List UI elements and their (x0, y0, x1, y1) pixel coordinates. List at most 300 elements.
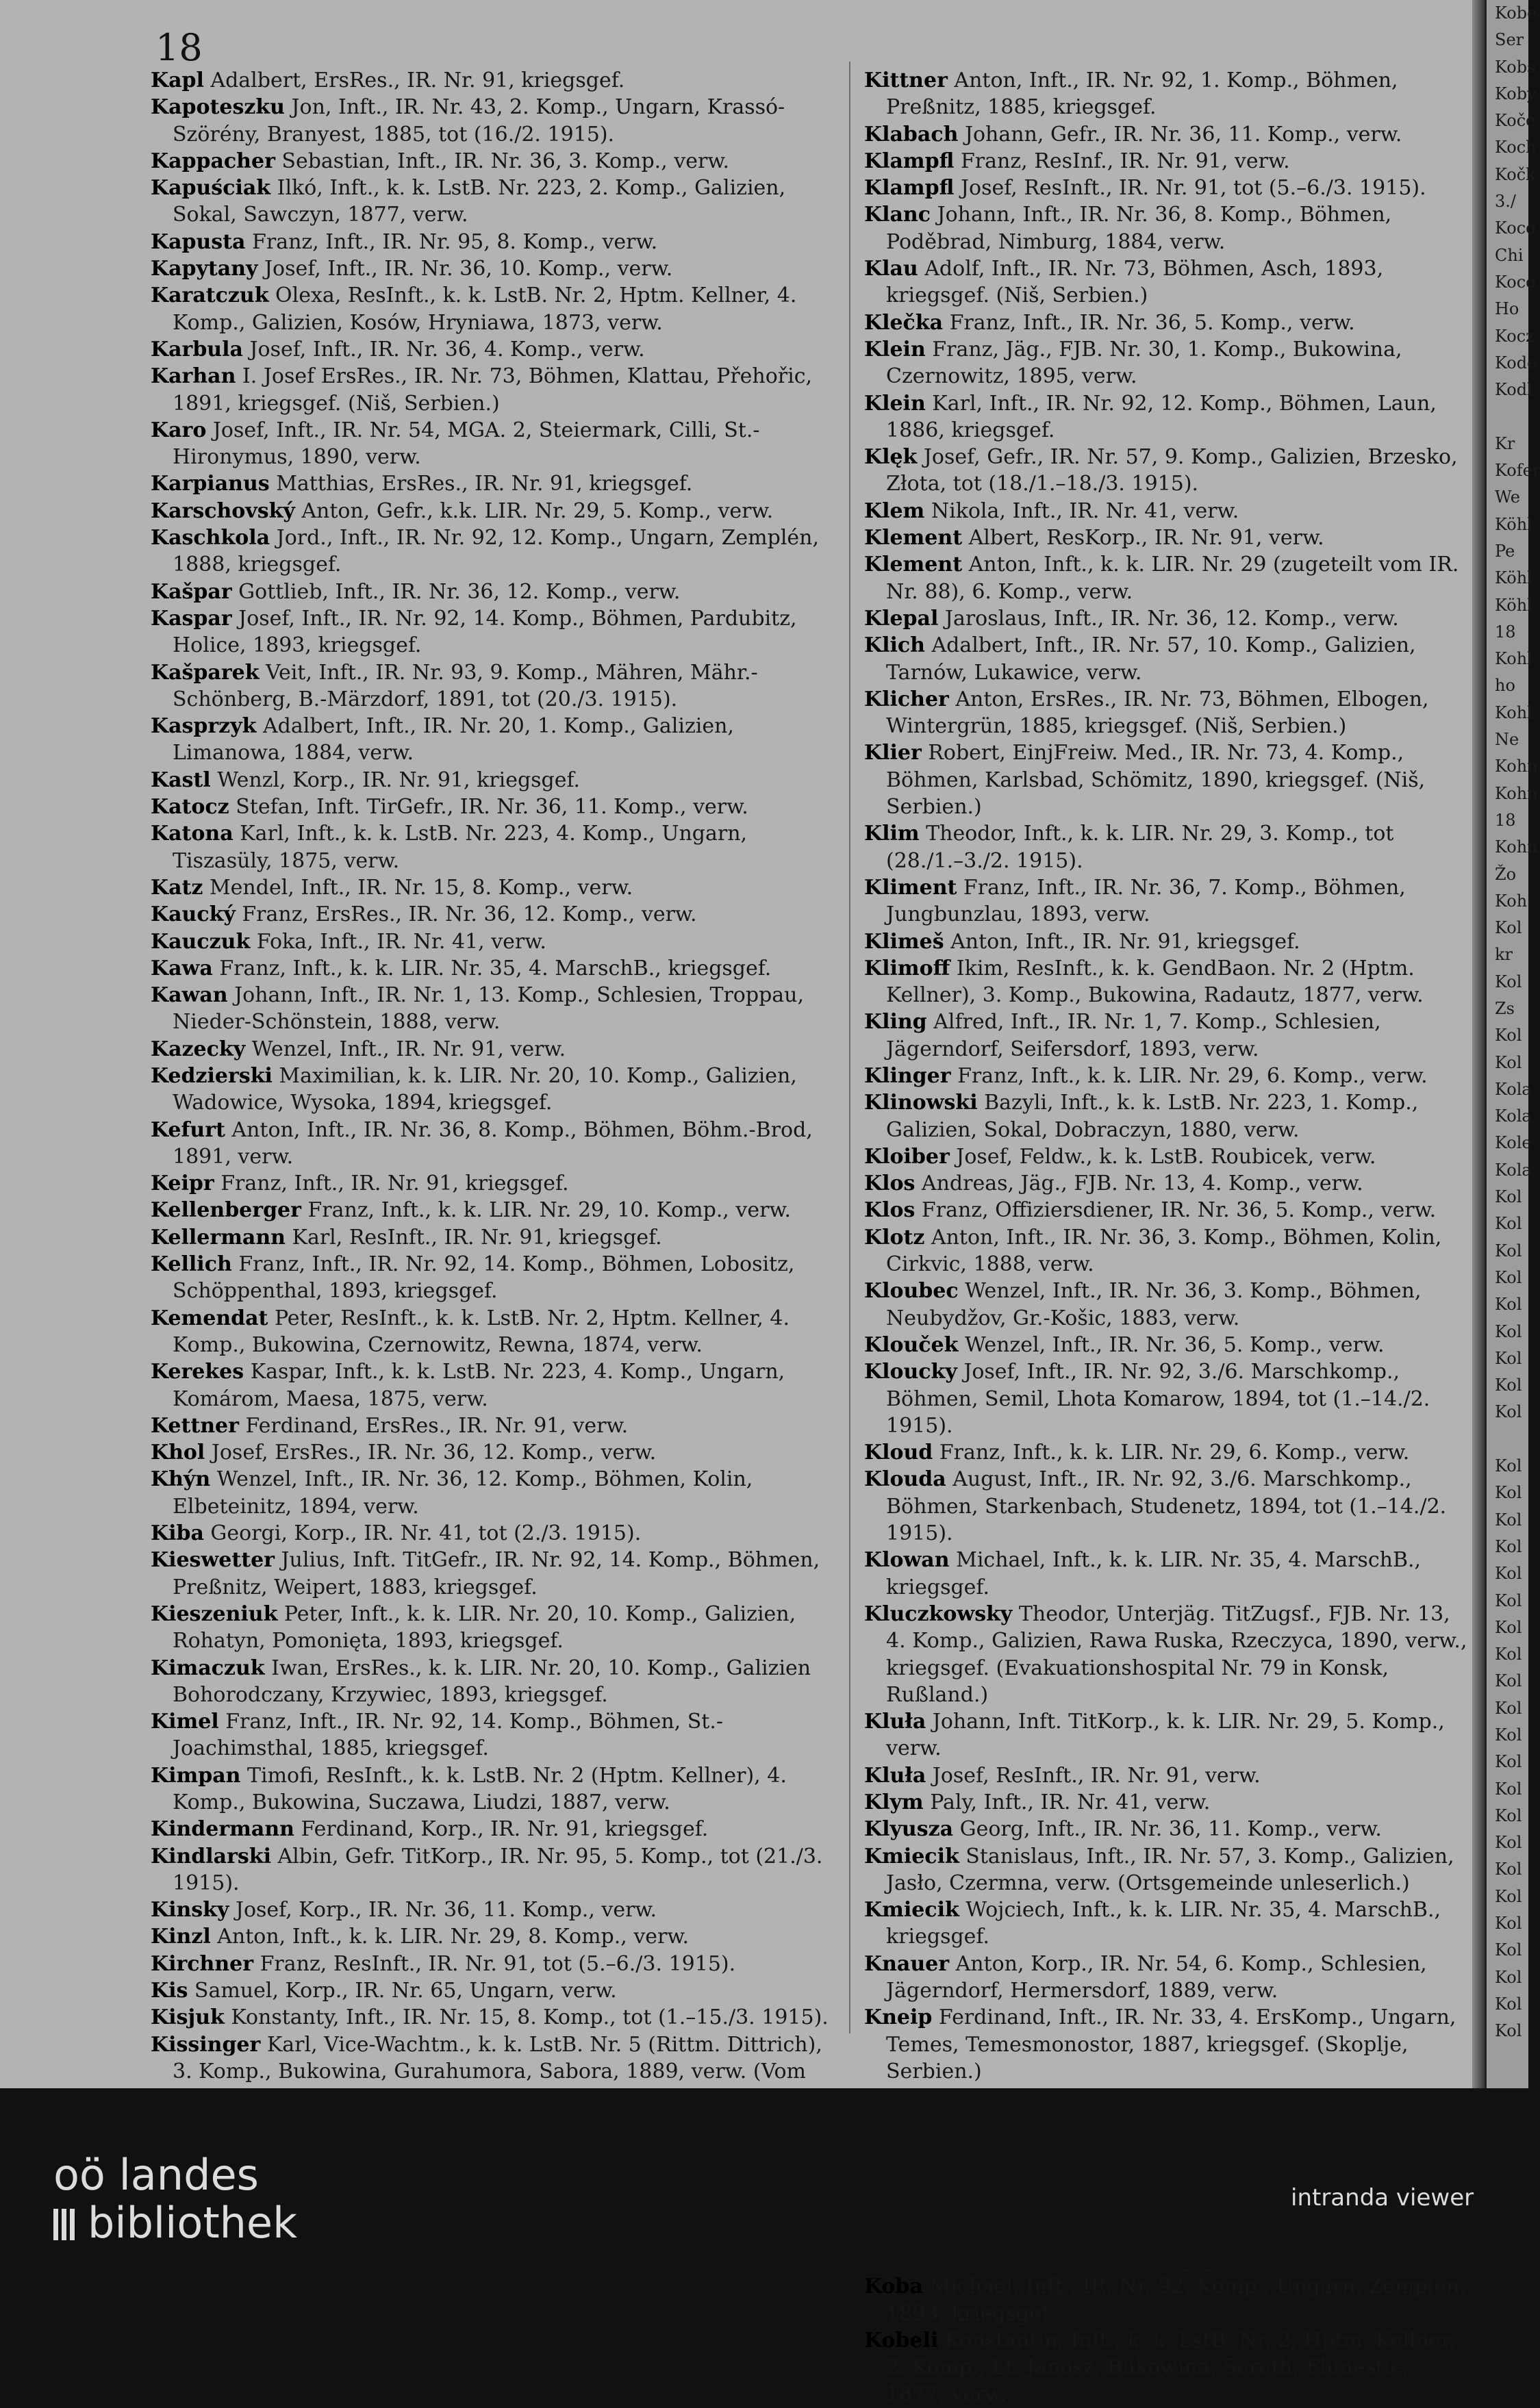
entry-surname: Kawa (151, 956, 213, 980)
entry-details: Anton, Inft., k. k. LIR. Nr. 29 (zugeteilt vom IR. Nr. 88), 6. Komp., verw. (886, 553, 1459, 604)
register-entry (864, 309, 1472, 336)
adjacent-page-fragment: Kol (1495, 1860, 1522, 1879)
entry-surname: Karpianus (151, 472, 270, 496)
entry-surname: Kmiecik (864, 1898, 959, 1923)
register-entry (151, 1358, 829, 1412)
entry-surname: Kling (864, 1010, 927, 1035)
entry-surname: Karatczuk (151, 283, 269, 308)
register-entry (151, 1708, 829, 1762)
entry-details: Franz, ResInft., IR. Nr. 91, tot (5.–6./3. 1915). (253, 1951, 736, 1976)
entry-details: Wenzel, Inft., IR. Nr. 36, 5. Komp., verw. (958, 1332, 1385, 1357)
entry-details: Anton, Inft., IR. Nr. 92, 1. Komp., Böhmen, Preßnitz, 1885, kriegsgef. (886, 68, 1398, 120)
adjacent-page-fragment: 18 (1495, 810, 1516, 830)
adjacent-page-fragment: Kobe (1495, 3, 1537, 23)
register-entry (151, 579, 829, 605)
entry-surname: Kappacher (151, 149, 275, 173)
entry-surname: Kirchner (151, 1951, 254, 1976)
register-entry (151, 1762, 829, 1816)
adjacent-page-fragment: Kol (1495, 1805, 1522, 1825)
entry-details: Peter, ResInft., k. k. LstB. Nr. 2, Hptm. Kellner, 4. Komp., Bukowina, Czernowitz, Rewna, 1874, verw. (173, 1306, 790, 1357)
adjacent-page-fragment: Ne (1495, 730, 1519, 750)
adjacent-page-fragment: Köhl (1495, 514, 1532, 534)
entry-surname: Kluła (864, 1710, 926, 1734)
entry-surname: Katocz (151, 795, 229, 820)
entry-surname: Klim (864, 822, 920, 846)
entry-surname: Kis (151, 1979, 188, 2003)
entry-surname: Kloubec (864, 1279, 959, 1304)
register-entry (864, 1332, 1472, 1358)
register-entry (151, 1439, 829, 1466)
adjacent-page-fragment: Kol (1495, 1752, 1522, 1772)
entry-surname: Klinowski (864, 1091, 978, 1115)
entry-details: Franz, ResInf., IR. Nr. 91, verw. (954, 149, 1290, 173)
entry-surname: Kaspar (151, 606, 232, 631)
entry-details: Karl, Vice-Wachtm., k. k. LstB. Nr. 5 (Rittm. Dittrich), 3. Komp., Bukowina, Gurahumora, Sabora, 1889, verw. (Vom (173, 2032, 822, 2083)
entry-details: Franz, Inft., IR. Nr. 91, kriegsgef. (214, 1171, 569, 1196)
entry-details: Josef, ResInft., IR. Nr. 91, tot (5.–6./3. 1915). (954, 176, 1426, 201)
adjacent-page-fragment: Kol (1495, 1241, 1522, 1260)
entry-details: Jord., Inft., IR. Nr. 92, 12. Komp., Ungarn, Zemplén, 1888, kriegsgef. (173, 526, 820, 577)
entry-details: Wenzel, Inft., IR. Nr. 36, 12. Komp., Böhmen, Kolin, Elbeteinitz, 1894, verw. (173, 1467, 753, 1519)
entry-surname: Karbula (151, 337, 243, 362)
entry-details: Franz, Inft., k. k. LIR. Nr. 29, 6. Komp., verw. (950, 1063, 1428, 1088)
register-entry (151, 982, 829, 1036)
entry-surname: Katona (151, 822, 233, 846)
register-entry (151, 363, 829, 417)
register-entry (864, 1009, 1472, 1063)
adjacent-page-fragment: Kol (1495, 1617, 1522, 1637)
register-entry (151, 767, 829, 794)
entry-surname: Kinzl (151, 1925, 211, 1949)
entry-surname: Kazecky (151, 1037, 246, 1061)
entry-surname: Kerekes (151, 1360, 244, 1384)
adjacent-page-fragment: Kola (1495, 1160, 1532, 1180)
entry-details: Jon, Inft., IR. Nr. 43, 2. Komp., Ungarn, Krassó-Szörény, Branyest, 1885, tot (16./2. 1915). (173, 95, 785, 147)
entry-surname: Kauczuk (151, 929, 251, 954)
adjacent-page-fragment: Kol (1495, 1214, 1522, 1234)
register-entry (864, 686, 1472, 740)
entry-surname: Kellich (151, 1252, 232, 1277)
entry-surname: Kettner (151, 1413, 239, 1438)
library-logo-line1: oö landes (53, 2150, 259, 2200)
register-entry (864, 121, 1472, 148)
register-entry (864, 1063, 1472, 1089)
entry-details: Wojciech, Inft., k. k. LIR. Nr. 35, 4. MarschB., kriegsgef. (886, 1898, 1441, 1949)
register-entry (151, 2004, 829, 2031)
adjacent-page-fragment: Kol (1495, 1267, 1522, 1287)
entry-details: Robert, EinjFreiw. Med., IR. Nr. 73, 4. Komp., Böhmen, Karlsbad, Schömitz, 1890, kriegsgef. (Niš, Serbien.) (886, 741, 1426, 820)
adjacent-page-fragment: Kol (1495, 1886, 1522, 1906)
entry-details: Stefan, Inft. TirGefr., IR. Nr. 36, 11. Komp., verw. (229, 795, 748, 820)
entry-surname: Kimaczuk (151, 1656, 265, 1680)
entry-details: Franz, Jäg., FJB. Nr. 30, 1. Komp., Bukowina, Czernowitz, 1895, verw. (886, 337, 1402, 389)
adjacent-page-fragment: Kol (1495, 1348, 1522, 1368)
entry-details: Adolf, Inft., IR. Nr. 73, Böhmen, Asch, 1893, kriegsgef. (Niš, Serbien.) (886, 257, 1384, 308)
register-entry (864, 390, 1472, 444)
adjacent-page-fragment: Kol (1495, 1940, 1522, 1960)
entry-surname: Kapytany (151, 257, 258, 281)
entry-surname: Klement (864, 526, 963, 550)
entry-details: Bazyli, Inft., k. k. LstB. Nr. 223, 1. Komp., Galizien, Sokal, Dobraczyn, 1880, verw. (886, 1091, 1419, 1142)
adjacent-page-fragment: Kol (1495, 1645, 1522, 1664)
register-entry (151, 1036, 829, 1063)
entry-details: Ferdinand, Korp., IR. Nr. 91, kriegsgef. (294, 1817, 709, 1842)
entry-details: Albert, ResKorp., IR. Nr. 91, verw. (962, 526, 1324, 550)
entry-surname: Kissinger (151, 2032, 261, 2057)
adjacent-page-fragment: Kol (1495, 2021, 1522, 2041)
entry-surname: Kneip (864, 2005, 933, 2030)
entry-surname: Kašpar (151, 579, 232, 604)
adjacent-page-fragment: Kol (1495, 1376, 1522, 1395)
entry-surname: Klanc (864, 203, 931, 227)
entry-surname: Kedzierski (151, 1063, 273, 1088)
adjacent-page-fragment: We (1495, 487, 1520, 507)
register-entry (864, 498, 1472, 524)
entry-details: Georgi, Korp., IR. Nr. 41, tot (2./3. 1915). (203, 1521, 642, 1546)
entry-details: Theodor, Inft., k. k. LIR. Nr. 29, 3. Komp., tot (28./1.–3./2. 1915). (886, 822, 1394, 873)
register-entry (151, 282, 829, 336)
adjacent-page-fragment: Kol (1495, 1833, 1522, 1853)
entry-details: Wenzel, Inft., IR. Nr. 36, 3. Komp., Böhmen, Neubydžov, Gr.-Košic, 1883, verw. (886, 1279, 1422, 1330)
entry-details: Gottlieb, Inft., IR. Nr. 36, 12. Komp., verw. (231, 579, 681, 604)
entry-details: Albin, Gefr. TitKorp., IR. Nr. 95, 5. Komp., tot (21./3. 1915). (173, 1844, 823, 1895)
register-entry (864, 524, 1472, 551)
entry-surname: Kapl (151, 68, 204, 92)
adjacent-page-fragment: Kofer (1495, 461, 1540, 481)
register-entry (151, 336, 829, 363)
register-entry (151, 175, 829, 229)
entry-surname: Kluła (864, 1763, 926, 1788)
entry-surname: Karhan (151, 364, 236, 389)
register-entry (864, 201, 1472, 255)
register-entry (864, 632, 1472, 686)
entry-details: Anton, Inft., IR. Nr. 36, 3. Komp., Böhmen, Kolin, Cirkvic, 1888, verw. (886, 1225, 1442, 1277)
register-entry (151, 928, 829, 955)
adjacent-page-fragment: Köhl (1495, 595, 1532, 615)
entry-details: Wenzl, Korp., IR. Nr. 91, kriegsgef. (210, 768, 581, 792)
entry-details: Franz, Inft., k. k. LIR. Nr. 29, 6. Komp., verw. (933, 1441, 1410, 1465)
entry-details: Ikim, ResInft., k. k. GendBaon. Nr. 2 (Hptm. Kellner), 3. Komp., Bukowina, Radautz, 1877, verw. (886, 956, 1424, 1008)
entry-details: Josef, Inft., IR. Nr. 92, 3./6. Marschkomp., Böhmen, Semil, Lhota Komarow, 1894, tot (1.–14./2. 1915). (886, 1360, 1430, 1438)
adjacent-page-fragment: Kol (1495, 1295, 1522, 1315)
entry-details: Wenzel, Inft., IR. Nr. 91, verw. (245, 1037, 566, 1061)
register-entry (864, 739, 1472, 820)
register-entry (864, 1143, 1472, 1170)
adjacent-page-fragment: Kol (1495, 1187, 1522, 1207)
adjacent-page-fragment: 18 (1495, 622, 1516, 642)
adjacent-page-fragment: Kohn (1495, 837, 1538, 857)
adjacent-page-fragment: Kol (1495, 1698, 1522, 1718)
entry-surname: Klein (864, 337, 926, 362)
entry-surname: Klein (864, 391, 926, 416)
register-entry (151, 1063, 829, 1117)
register-entry (151, 417, 829, 471)
adjacent-page-fragment: Kol (1495, 1671, 1522, 1691)
register-entry (151, 713, 829, 767)
entry-details: Mendel, Inft., IR. Nr. 15, 8. Komp., verw. (203, 875, 633, 900)
entry-surname: Kimpan (151, 1763, 241, 1788)
entry-surname: Kapusta (151, 229, 246, 254)
register-entry (151, 1601, 829, 1655)
entry-details: August, Inft., IR. Nr. 92, 3./6. Marschkomp., Böhmen, Starkenbach, Studenetz, 1894, tot (1.–14./2. 1915). (886, 1467, 1447, 1546)
entry-surname: Kapoteszku (151, 95, 285, 120)
entry-surname: Kloiber (864, 1144, 950, 1169)
adjacent-page-fragment: Kohn (1495, 757, 1538, 776)
entry-surname: Klym (864, 1790, 924, 1814)
entry-surname: Kimel (151, 1710, 219, 1734)
page-number: 18 (155, 26, 203, 69)
register-entry (151, 148, 829, 175)
register-entry (864, 148, 1472, 175)
entry-surname: Klotz (864, 1225, 925, 1250)
adjacent-page-fragment: Koče (1495, 111, 1536, 131)
entry-surname: Klos (864, 1198, 916, 1223)
entry-surname: Kittner (864, 68, 948, 92)
adjacent-page-fragment: Kol (1495, 1536, 1522, 1556)
entry-details: Konstantin, Inft., k. k. LstB. Nr. 2, Hptm. Kellner, 2. Komp., Lt. Janosz, Bukowina, Sereth, Flunestie, 1877, verw. (886, 2328, 1456, 2407)
entry-details: Alfred, Inft., IR. Nr. 1, 7. Komp., Schlesien, Jägerndorf, Seifersdorf, 1893, verw. (886, 1010, 1381, 1061)
entry-surname: Kinsky (151, 1898, 229, 1923)
register-entry (151, 229, 829, 255)
register-entry (151, 955, 829, 982)
entry-details: Franz, Inft., IR. Nr. 36, 5. Komp., verw. (943, 310, 1355, 335)
adjacent-page-fragment: 3./ (1495, 192, 1516, 212)
entry-surname: Klos (864, 1171, 916, 1196)
entry-details: Stanislaus, Inft., IR. Nr. 57, 3. Komp., Galizien, Jasło, Czermna, verw. (Ortsgemeinde unleserlich.) (886, 1844, 1454, 1895)
register-entry (151, 1412, 829, 1439)
entry-surname: Kellermann (151, 1225, 286, 1250)
adjacent-page-fragment: Kodl (1495, 380, 1532, 400)
entry-surname: Kastl (151, 768, 211, 792)
logo-bars-icon (53, 2201, 78, 2251)
register-entry (864, 2273, 1472, 2327)
entry-details: Andreas, Jäg., FJB. Nr. 13, 4. Komp., verw. (915, 1171, 1363, 1196)
entry-surname: Karo (151, 418, 207, 442)
entry-details: Samuel, Korp., IR. Nr. 65, Ungarn, verw. (188, 1979, 617, 2003)
register-entry (864, 1951, 1472, 2005)
register-entry (864, 1278, 1472, 1332)
register-entry (151, 498, 829, 524)
entry-details: Jaroslaus, Inft., IR. Nr. 36, 12. Komp., verw. (938, 606, 1399, 631)
adjacent-page-fragment: Kol (1495, 1052, 1522, 1072)
adjacent-page-fragment: Kol (1495, 918, 1522, 938)
entry-surname: Kasprzyk (151, 714, 257, 739)
entry-details: I. Josef ErsRes., IR. Nr. 73, Böhmen, Klattau, Přehořic, 1891, kriegsgef. (Niš, Serbien.) (173, 364, 813, 416)
adjacent-page-fragment: Kol (1495, 1779, 1522, 1799)
entry-surname: Klečka (864, 310, 944, 335)
adjacent-page-fragment: Kočk (1495, 164, 1536, 184)
entry-surname: Klement (864, 553, 963, 577)
adjacent-page-fragment: Köhl (1495, 568, 1532, 588)
entry-surname: Klampfl (864, 176, 955, 201)
adjacent-page-fragment: Zs (1495, 998, 1515, 1018)
entry-surname: Klinger (864, 1063, 951, 1088)
entry-surname: Kliment (864, 875, 957, 900)
entry-details: Franz, Inft., IR. Nr. 36, 7. Komp., Böhmen, Jungbunzlau, 1893, verw. (886, 875, 1406, 927)
right-column (864, 67, 1472, 2408)
entry-surname: Klich (864, 633, 925, 658)
entry-surname: Kmiecik (864, 1844, 959, 1868)
adjacent-page-fragment: Kole (1495, 1133, 1532, 1153)
entry-surname: Keipr (151, 1171, 214, 1196)
entry-details: Josef, Gefr., IR. Nr. 57, 9. Komp., Galizien, Brzesko, Złota, tot (18./1.–18./3. 1915). (886, 445, 1458, 496)
entry-details: Michael, Inft., k. k. LIR. Nr. 35, 4. MarschB., kriegsgef. (886, 1548, 1422, 1599)
entry-surname: Koba (864, 2274, 923, 2299)
register-entry (864, 1601, 1472, 1708)
adjacent-page-fragment: Kol (1495, 1456, 1522, 1476)
adjacent-page-fragment: ho (1495, 676, 1515, 696)
entry-surname: Kemendat (151, 1306, 268, 1330)
register-entry (864, 1466, 1472, 1547)
adjacent-page-fragment: Kode (1495, 353, 1537, 372)
register-entry (151, 1897, 829, 1923)
entry-surname: Kellenberger (151, 1198, 301, 1223)
entry-details: Konstanty, Inft., IR. Nr. 15, 8. Komp., tot (1.–15./3. 1915). (224, 2005, 829, 2030)
entry-surname: Kieswetter (151, 1548, 275, 1573)
entry-details: Josef, Inft., IR. Nr. 36, 4. Komp., verw. (242, 337, 645, 362)
entry-details: Iwan, ErsRes., k. k. LIR. Nr. 20, 10. Komp., Galizien Bohorodczany, Krzywiec, 1893, kriegsgef. (173, 1656, 811, 1707)
register-entry (864, 255, 1472, 309)
adjacent-page-fragment: Koh (1495, 891, 1528, 911)
entry-surname: Katz (151, 875, 203, 900)
adjacent-page-fragment: Kr (1495, 433, 1515, 453)
adjacent-page-fragment: Ho (1495, 299, 1519, 319)
entry-surname: Karschovský (151, 498, 295, 523)
entry-surname: Khýn (151, 1467, 211, 1492)
entry-details: Johann, Inft., IR. Nr. 1, 13. Komp., Schlesien, Troppau, Nieder-Schönstein, 1888, verw. (173, 983, 805, 1035)
adjacent-page-fragment: Kohn (1495, 783, 1538, 803)
adjacent-page-fragment: Kobs (1495, 57, 1536, 77)
register-entry (151, 605, 829, 659)
register-entry (151, 67, 829, 94)
adjacent-page-fragment: kr (1495, 945, 1513, 965)
entry-details: Josef, Korp., IR. Nr. 36, 11. Komp., verw. (229, 1898, 657, 1923)
register-entry (864, 444, 1472, 498)
entry-details: Peter, Inft., k. k. LIR. Nr. 20, 10. Komp., Galizien, Rohatyn, Pomonięta, 1893, kriegsgef. (173, 1601, 796, 1653)
entry-details: Ferdinand, ErsRes., IR. Nr. 91, verw. (238, 1413, 629, 1438)
entry-surname: Klouček (864, 1332, 959, 1357)
register-entry (151, 1951, 829, 1977)
adjacent-page-fragment: Kol (1495, 1564, 1522, 1584)
register-entry (151, 1251, 829, 1305)
entry-details: Franz, Inft., k. k. LIR. Nr. 35, 4. MarschB., kriegsgef. (212, 956, 772, 980)
library-logo-text: bibliothek (88, 2198, 297, 2248)
entry-details: Josef, Inft., IR. Nr. 54, MGA. 2, Steiermark, Cilli, St.-Hironymus, 1890, verw. (173, 418, 760, 470)
entry-details: Maximilian, k. k. LIR. Nr. 20, 10. Komp., Galizien, Wadowice, Wysoka, 1894, kriegsgef. (173, 1063, 797, 1115)
entry-surname: Klem (864, 498, 925, 523)
register-entry (864, 1358, 1472, 1439)
entry-surname: Kaschkola (151, 526, 270, 550)
entry-surname: Kapuściak (151, 176, 271, 201)
adjacent-page-fragment: Pe (1495, 541, 1515, 561)
register-entry (864, 874, 1472, 928)
entry-surname: Kaucký (151, 902, 236, 927)
entry-surname: Klampfl (864, 149, 955, 173)
adjacent-page-fragment: Kol (1495, 1914, 1522, 1934)
viewer-brand-label: intranda viewer (1291, 2184, 1474, 2211)
adjacent-page-fragment: Koco (1495, 272, 1536, 292)
entry-details: Georg, Inft., IR. Nr. 36, 11. Komp., verw. (953, 1817, 1382, 1842)
adjacent-page-fragment: Koco (1495, 218, 1536, 238)
register-entry (151, 1843, 829, 1897)
entry-surname: Klimoff (864, 956, 950, 980)
entry-surname: Klau (864, 257, 918, 281)
entry-surname: Klier (864, 741, 922, 765)
register-entry (151, 1305, 829, 1359)
entry-details: Franz, Inft., k. k. LIR. Nr. 29, 10. Komp., verw. (301, 1198, 792, 1223)
entry-details: Josef, Inft., IR. Nr. 92, 14. Komp., Böhmen, Pardubitz, Holice, 1893, kriegsgef. (173, 606, 797, 658)
entry-surname: Kindlarski (151, 1844, 271, 1868)
register-entry (864, 928, 1472, 955)
register-entry (864, 336, 1472, 390)
register-entry (864, 551, 1472, 605)
entry-surname: Kieszeniuk (151, 1601, 278, 1626)
register-entry (151, 470, 829, 497)
entry-surname: Kawan (151, 983, 228, 1008)
adjacent-page-fragment: Kohl (1495, 702, 1532, 722)
entry-surname: Kloucky (864, 1360, 957, 1384)
register-entry (864, 2327, 1472, 2408)
register-entry (864, 605, 1472, 632)
register-entry (151, 1816, 829, 1842)
adjacent-page-fragment: Kola (1495, 1106, 1532, 1126)
register-entry (864, 1547, 1472, 1601)
entry-details: Karl, Inft., IR. Nr. 92, 12. Komp., Böhmen, Laun, 1886, kriegsgef. (886, 391, 1437, 442)
register-entry (151, 901, 829, 928)
adjacent-page-fragment: Ser (1495, 30, 1524, 50)
adjacent-page-fragment: Kohl (1495, 649, 1532, 669)
adjacent-page-fragment: Koby (1495, 84, 1537, 103)
entry-details: Josef, Feldw., k. k. LstB. Roubicek, verw. (949, 1144, 1376, 1169)
register-entry (151, 524, 829, 579)
entry-details: Paly, Inft., IR. Nr. 41, verw. (923, 1790, 1211, 1814)
register-entry (151, 1923, 829, 1950)
register-entry (151, 1655, 829, 1709)
register-entry (864, 1816, 1472, 1842)
entry-details: Johann, Inft. TitKorp., k. k. LIR. Nr. 29, 5. Komp., verw. (886, 1710, 1445, 1761)
adjacent-page-fragment: Kol (1495, 1402, 1522, 1422)
entry-details: Michael, Inft., IR. Nr. 92, Komp., Ungarn, Zemplén, 1893, kriegsgef. (886, 2274, 1466, 2326)
entry-surname: Klyusza (864, 1817, 954, 1842)
entry-details: Josef, Inft., IR. Nr. 36, 10. Komp., verw. (257, 257, 673, 281)
entry-details: Anton, ErsRes., IR. Nr. 73, Böhmen, Elbogen, Wintergrün, 1885, kriegsgef. (Niš, Serbien.) (886, 687, 1429, 739)
entry-details: Johann, Inft., IR. Nr. 36, 8. Komp., Böhmen, Poděbrad, Nimburg, 1884, verw. (886, 203, 1392, 254)
adjacent-page-fragment: Kol (1495, 1510, 1522, 1530)
entry-details: Veit, Inft., IR. Nr. 93, 9. Komp., Mähren, Mähr.-Schönberg, B.-Märzdorf, 1891, tot (20./3. 1915). (173, 660, 758, 711)
register-entry (864, 1843, 1472, 1897)
entry-surname: Khol (151, 1441, 205, 1465)
entry-surname: Kiba (151, 1521, 204, 1546)
register-entry (864, 1197, 1472, 1224)
entry-details: Anton, Inft., IR. Nr. 36, 8. Komp., Böhmen, Böhm.-Brod, 1891, verw. (173, 1117, 813, 1169)
entry-details: Kaspar, Inft., k. k. LstB. Nr. 223, 4. Komp., Ungarn, Komárom, Maesa, 1875, verw. (173, 1360, 785, 1411)
entry-details: Adalbert, Inft., IR. Nr. 20, 1. Komp., Galizien, Limanowa, 1884, verw. (173, 714, 734, 765)
entry-details: Julius, Inft. TitGefr., IR. Nr. 92, 14. Komp., Böhmen, Preßnitz, Weipert, 1883, kriegsgef. (173, 1548, 820, 1599)
adjacent-page-fragment: Kol (1495, 1590, 1522, 1610)
entry-surname: Knauer (864, 1951, 950, 1976)
adjacent-page-fragment: Kol (1495, 1483, 1522, 1503)
register-entry (151, 1224, 829, 1251)
adjacent-page-fragment: Koch (1495, 138, 1537, 157)
register-entry (864, 1762, 1472, 1789)
adjacent-page-edge (1485, 0, 1540, 2088)
entry-surname: Klimeš (864, 929, 944, 954)
entry-surname: Kluczkowsky (864, 1601, 1013, 1626)
adjacent-page-fragment: Kocz (1495, 326, 1535, 346)
register-entry (151, 1170, 829, 1197)
column-divider (849, 62, 850, 2033)
entry-surname: Kobeli (864, 2328, 939, 2353)
